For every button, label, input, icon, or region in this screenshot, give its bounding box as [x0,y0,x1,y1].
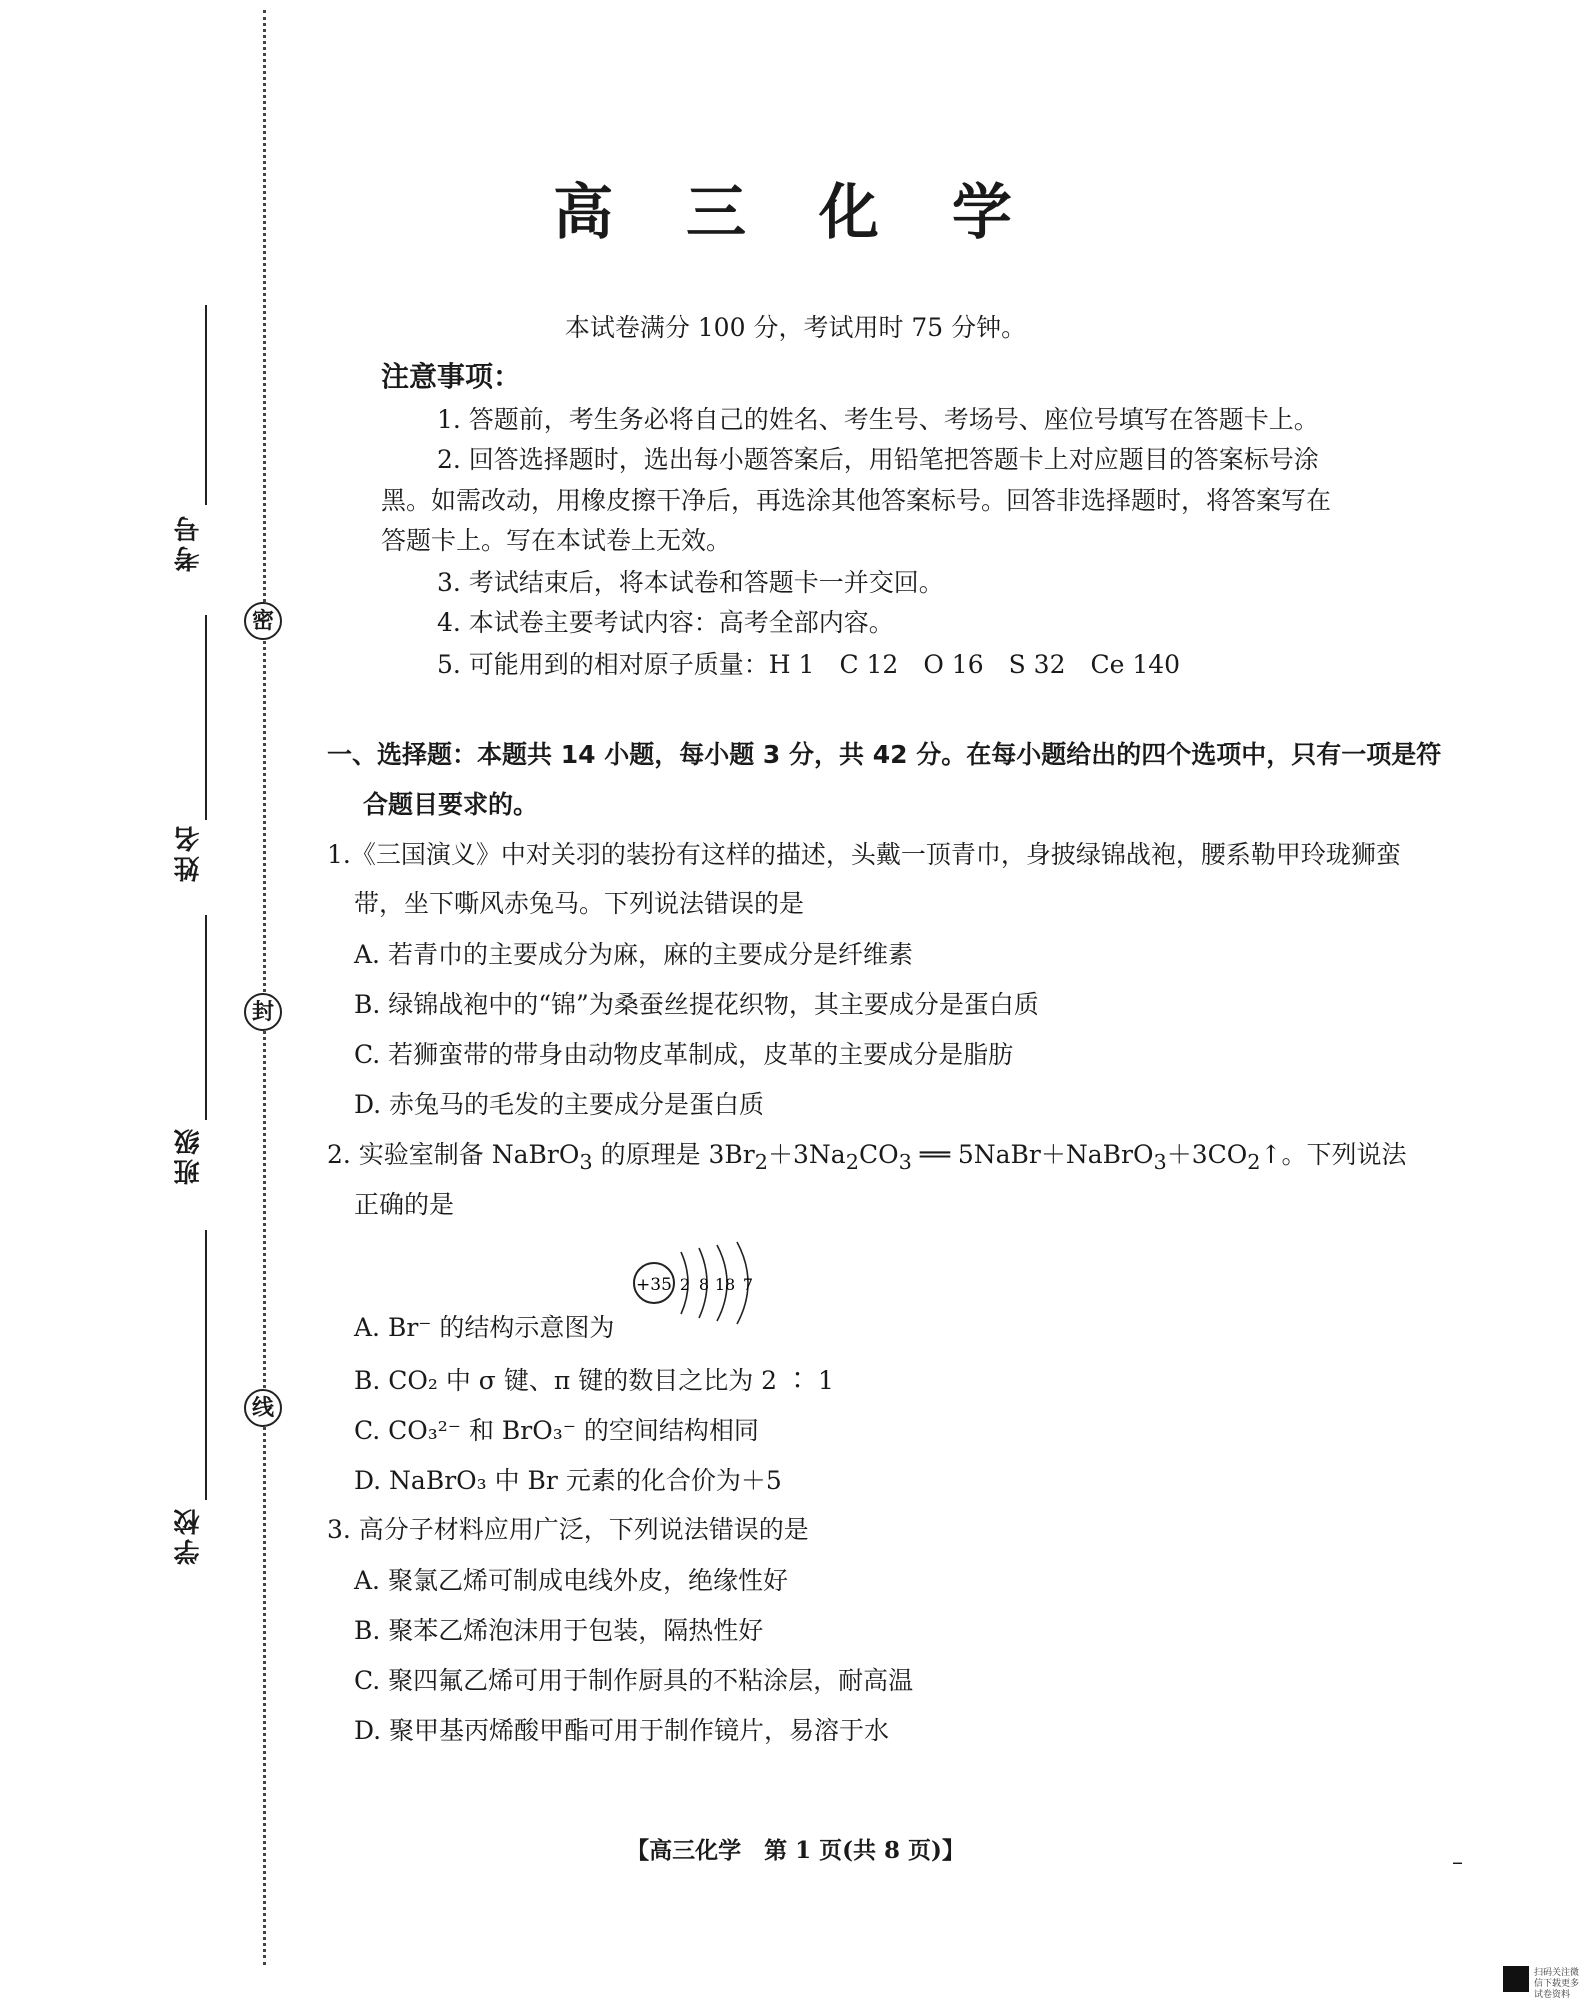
q1-stem: 1.《三国演义》中对关羽的装扮有这样的描述，头戴一顶青巾，身披绿锦战袍，腰系勒甲玲珑狮蛮 [327,840,1401,869]
notice-heading: 注意事项： [381,360,522,393]
notice-line-1: 1. 答题前，考生务必将自己的姓名、考生号、考场号、座位号填写在答题卡上。 [437,405,1319,434]
section1-heading-cont: 合题目要求的。 [363,790,539,819]
qr-code-icon [1503,1966,1529,1992]
notice-line-3: 3. 考试结束后，将本试卷和答题卡一并交回。 [437,568,944,597]
qr-caption: 扫码关注微信下载更多试卷资料 [1534,1968,1580,2000]
footer-dash: – [1452,1850,1463,1875]
q2-sub-6: 2 [1247,1150,1261,1174]
q2-stem-a: 2. 实验室制备 NaBrO [327,1140,580,1169]
q1-option-a: A. 若青巾的主要成分为麻，麻的主要成分是纤维素 [354,940,913,969]
shell-count-3: 18 [714,1275,736,1294]
exam-number-label: 考号 [174,512,204,572]
shell-count-4: 7 [742,1275,754,1294]
q2-sub-4: 3 [898,1150,912,1174]
notice-line-5: 5. 可能用到的相对原子质量：H 1 C 12 O 16 S 32 Ce 140 [437,650,1181,679]
q1-option-b: B. 绿锦战袍中的“锦”为桑蚕丝提花织物，其主要成分是蛋白质 [354,990,1039,1019]
q2-sub-3: 2 [845,1150,859,1174]
q2-stem-f: ＋3CO [1166,1140,1248,1169]
q2-option-b: B. CO₂ 中 σ 键、π 键的数目之比为 2 ∶ 1 [354,1366,834,1395]
nucleus-charge: +35 [636,1275,672,1295]
name-label: 姓名 [174,822,204,882]
q2-stem-e: ══ 5NaBr＋NaBrO [911,1140,1154,1169]
q3-option-a: A. 聚氯乙烯可制成电线外皮，绝缘性好 [354,1566,788,1595]
page-footer: 【高三化学 第 1 页(共 8 页)】 [626,1837,965,1864]
notice-line-2: 2. 回答选择题时，选出每小题答案后，用铅笔把答题卡上对应题目的答案标号涂 [437,445,1319,474]
q2-sub-5: 3 [1153,1150,1167,1174]
seal-feng: 封 [244,993,282,1031]
q1-stem-cont: 带，坐下嘶风赤兔马。下列说法错误的是 [354,889,805,918]
shell-count-2: 8 [698,1275,710,1294]
q2-option-d: D. NaBrO₃ 中 Br 元素的化合价为＋5 [354,1466,782,1495]
section1-heading: 一、选择题：本题共 14 小题，每小题 3 分，共 42 分。在每小题给出的四个选项中，只有一项是符 [327,740,1442,769]
q2-stem-cont: 正确的是 [354,1190,455,1219]
class-label: 班级 [174,1125,204,1185]
seal-xian: 线 [244,1389,282,1427]
q3-stem: 3. 高分子材料应用广泛，下列说法错误的是 [327,1515,809,1544]
notice-line-4: 4. 本试卷主要考试内容：高考全部内容。 [437,608,894,637]
school-blank[interactable] [205,1230,207,1500]
q2-option-c: C. CO₃²⁻ 和 BrO₃⁻ 的空间结构相同 [354,1416,759,1445]
q3-option-b: B. 聚苯乙烯泡沫用于包装，隔热性好 [354,1616,764,1645]
notice-line-2-cont: 黑。如需改动，用橡皮擦干净后，再选涂其他答案标号。回答非选择题时，将答案写在 [381,486,1332,515]
q2-stem-d: CO [858,1140,899,1169]
exam-intro: 本试卷满分 100 分，考试用时 75 分钟。 [564,313,1027,342]
school-label: 学校 [174,1505,204,1565]
q1-option-c: C. 若狮蛮带的带身由动物皮革制成，皮革的主要成分是脂肪 [354,1040,1014,1069]
q3-option-d: D. 聚甲基丙烯酸甲酯可用于制作镜片，易溶于水 [354,1716,890,1745]
q2-stem-g: ↑。下列说法 [1260,1140,1407,1169]
q2-stem-b: 的原理是 3Br [592,1140,755,1169]
br-ion-structure-diagram [625,1240,765,1326]
q2-stem [327,1135,1406,1174]
seal-mi: 密 [244,602,282,640]
name-blank[interactable] [205,615,207,820]
q2-option-a: A. Br⁻ 的结构示意图为 [354,1313,615,1342]
binding-dotted-line [263,10,266,1965]
notice-line-2-end: 答题卡上。写在本试卷上无效。 [381,526,732,555]
q2-sub-2: 2 [754,1150,769,1174]
page-title: 高 三 化 学 [553,178,1038,248]
q2-stem-c: ＋3Na [768,1140,846,1169]
class-blank[interactable] [205,915,207,1120]
q1-option-d: D. 赤兔马的毛发的主要成分是蛋白质 [354,1090,765,1119]
q3-option-c: C. 聚四氟乙烯可用于制作厨具的不粘涂层，耐高温 [354,1666,914,1695]
q2-sub-1: 3 [579,1150,593,1174]
shell-count-1: 2 [679,1275,691,1294]
